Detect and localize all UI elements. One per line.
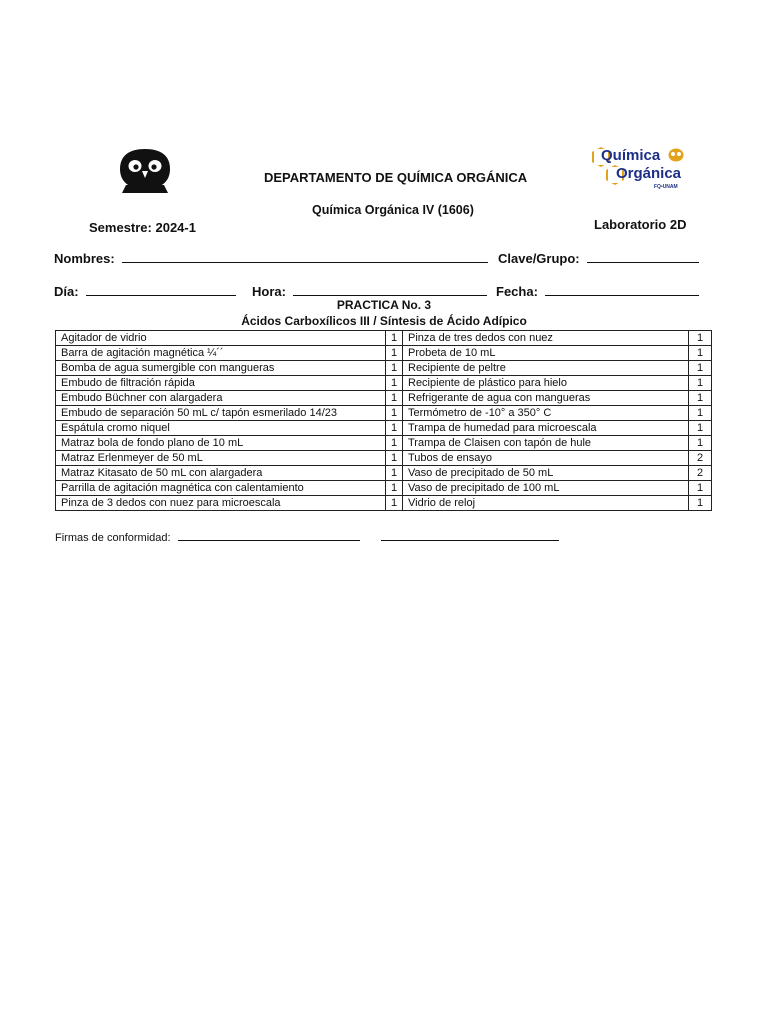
dia-line[interactable] bbox=[86, 283, 236, 296]
hora-line[interactable] bbox=[293, 283, 487, 296]
quantity-cell: 1 bbox=[386, 376, 403, 391]
quantity-cell: 1 bbox=[689, 421, 712, 436]
quantity-cell: 1 bbox=[689, 496, 712, 511]
nombres-field[interactable] bbox=[54, 250, 488, 268]
material-cell: Agitador de vidrio bbox=[56, 331, 386, 346]
practice-number: PRACTICA No. 3 bbox=[336, 298, 432, 312]
material-cell: Trampa de Claisen con tapón de hule bbox=[403, 436, 689, 451]
material-cell: Vidrio de reloj bbox=[403, 496, 689, 511]
owl-logo-icon bbox=[116, 147, 174, 195]
quantity-cell: 1 bbox=[386, 436, 403, 451]
material-cell: Matraz bola de fondo plano de 10 mL bbox=[56, 436, 386, 451]
material-cell: Pinza de 3 dedos con nuez para microescala bbox=[56, 496, 386, 511]
material-cell: Matraz Kitasato de 50 mL con alargadera bbox=[56, 466, 386, 481]
quantity-cell: 1 bbox=[386, 346, 403, 361]
quantity-cell: 1 bbox=[386, 421, 403, 436]
table-row bbox=[56, 376, 712, 391]
table-row bbox=[56, 466, 712, 481]
logo-text-line1: Química bbox=[601, 147, 661, 164]
material-cell: Termómetro de -10° a 350° C bbox=[403, 406, 689, 421]
quantity-cell: 1 bbox=[689, 436, 712, 451]
quantity-cell: 1 bbox=[689, 391, 712, 406]
material-cell: Espátula cromo niquel bbox=[56, 421, 386, 436]
course-title: Química Orgánica IV (1606) bbox=[312, 203, 474, 217]
quantity-cell: 1 bbox=[386, 391, 403, 406]
clave-label: Clave/Grupo: bbox=[498, 251, 580, 266]
signature-line-1[interactable] bbox=[178, 531, 360, 541]
material-cell: Pinza de tres dedos con nuez bbox=[403, 331, 689, 346]
hora-label: Hora: bbox=[252, 284, 286, 299]
quantity-cell: 1 bbox=[689, 361, 712, 376]
material-cell: Embudo Büchner con alargadera bbox=[56, 391, 386, 406]
table-row bbox=[56, 481, 712, 496]
quantity-cell: 1 bbox=[386, 451, 403, 466]
quantity-cell: 1 bbox=[386, 406, 403, 421]
fecha-line[interactable] bbox=[545, 283, 699, 296]
table-row bbox=[56, 391, 712, 406]
table-row bbox=[56, 331, 712, 346]
table-row bbox=[56, 496, 712, 511]
signature-line-2[interactable] bbox=[381, 531, 559, 541]
table-row bbox=[56, 406, 712, 421]
logo-text-line2: Orgánica bbox=[616, 165, 682, 182]
dia-label: Día: bbox=[54, 284, 79, 299]
material-cell: Matraz Erlenmeyer de 50 mL bbox=[56, 451, 386, 466]
quantity-cell: 1 bbox=[689, 406, 712, 421]
semester-label: Semestre: 2024-1 bbox=[89, 220, 196, 235]
quantity-cell: 1 bbox=[689, 346, 712, 361]
nombres-label: Nombres: bbox=[54, 251, 115, 266]
material-cell: Bomba de agua sumergible con mangueras bbox=[56, 361, 386, 376]
fecha-label: Fecha: bbox=[496, 284, 538, 299]
table-row bbox=[56, 421, 712, 436]
material-cell: Vaso de precipitado de 100 mL bbox=[403, 481, 689, 496]
quimica-organica-logo bbox=[592, 145, 692, 197]
quantity-cell: 1 bbox=[386, 466, 403, 481]
nombres-line[interactable] bbox=[122, 250, 488, 263]
lab-label: Laboratorio 2D bbox=[594, 217, 687, 232]
material-cell: Embudo de filtración rápida bbox=[56, 376, 386, 391]
table-row bbox=[56, 346, 712, 361]
quantity-cell: 1 bbox=[386, 481, 403, 496]
department-title: DEPARTAMENTO DE QUÍMICA ORGÁNICA bbox=[264, 170, 528, 185]
quantity-cell: 1 bbox=[689, 481, 712, 496]
signatures-field[interactable] bbox=[55, 531, 559, 544]
quantity-cell: 1 bbox=[689, 376, 712, 391]
signatures-label: Firmas de conformidad: bbox=[55, 532, 171, 544]
materials-table bbox=[55, 330, 712, 511]
quantity-cell: 2 bbox=[689, 466, 712, 481]
practice-title: Ácidos Carboxílicos III / Síntesis de Ácido Adípico bbox=[241, 314, 527, 328]
quantity-cell: 1 bbox=[386, 331, 403, 346]
table-row bbox=[56, 361, 712, 376]
table-row bbox=[56, 436, 712, 451]
material-cell: Trampa de humedad para microescala bbox=[403, 421, 689, 436]
material-cell: Recipiente de peltre bbox=[403, 361, 689, 376]
material-cell: Probeta de 10 mL bbox=[403, 346, 689, 361]
quantity-cell: 1 bbox=[386, 496, 403, 511]
material-cell: Recipiente de plástico para hielo bbox=[403, 376, 689, 391]
quantity-cell: 1 bbox=[386, 361, 403, 376]
clave-field[interactable] bbox=[498, 250, 699, 268]
material-cell: Parrilla de agitación magnética con calentamiento bbox=[56, 481, 386, 496]
material-cell: Vaso de precipitado de 50 mL bbox=[403, 466, 689, 481]
clave-line[interactable] bbox=[587, 250, 699, 263]
material-cell: Barra de agitación magnética ¼´´ bbox=[56, 346, 386, 361]
quantity-cell: 1 bbox=[689, 331, 712, 346]
logo-small-text: FQ•UNAM bbox=[654, 184, 678, 190]
quantity-cell: 2 bbox=[689, 451, 712, 466]
owl-mini-icon bbox=[668, 148, 684, 162]
material-cell: Embudo de separación 50 mL c/ tapón esmerilado 14/23 bbox=[56, 406, 386, 421]
table-row bbox=[56, 451, 712, 466]
material-cell: Tubos de ensayo bbox=[403, 451, 689, 466]
material-cell: Refrigerante de agua con mangueras bbox=[403, 391, 689, 406]
